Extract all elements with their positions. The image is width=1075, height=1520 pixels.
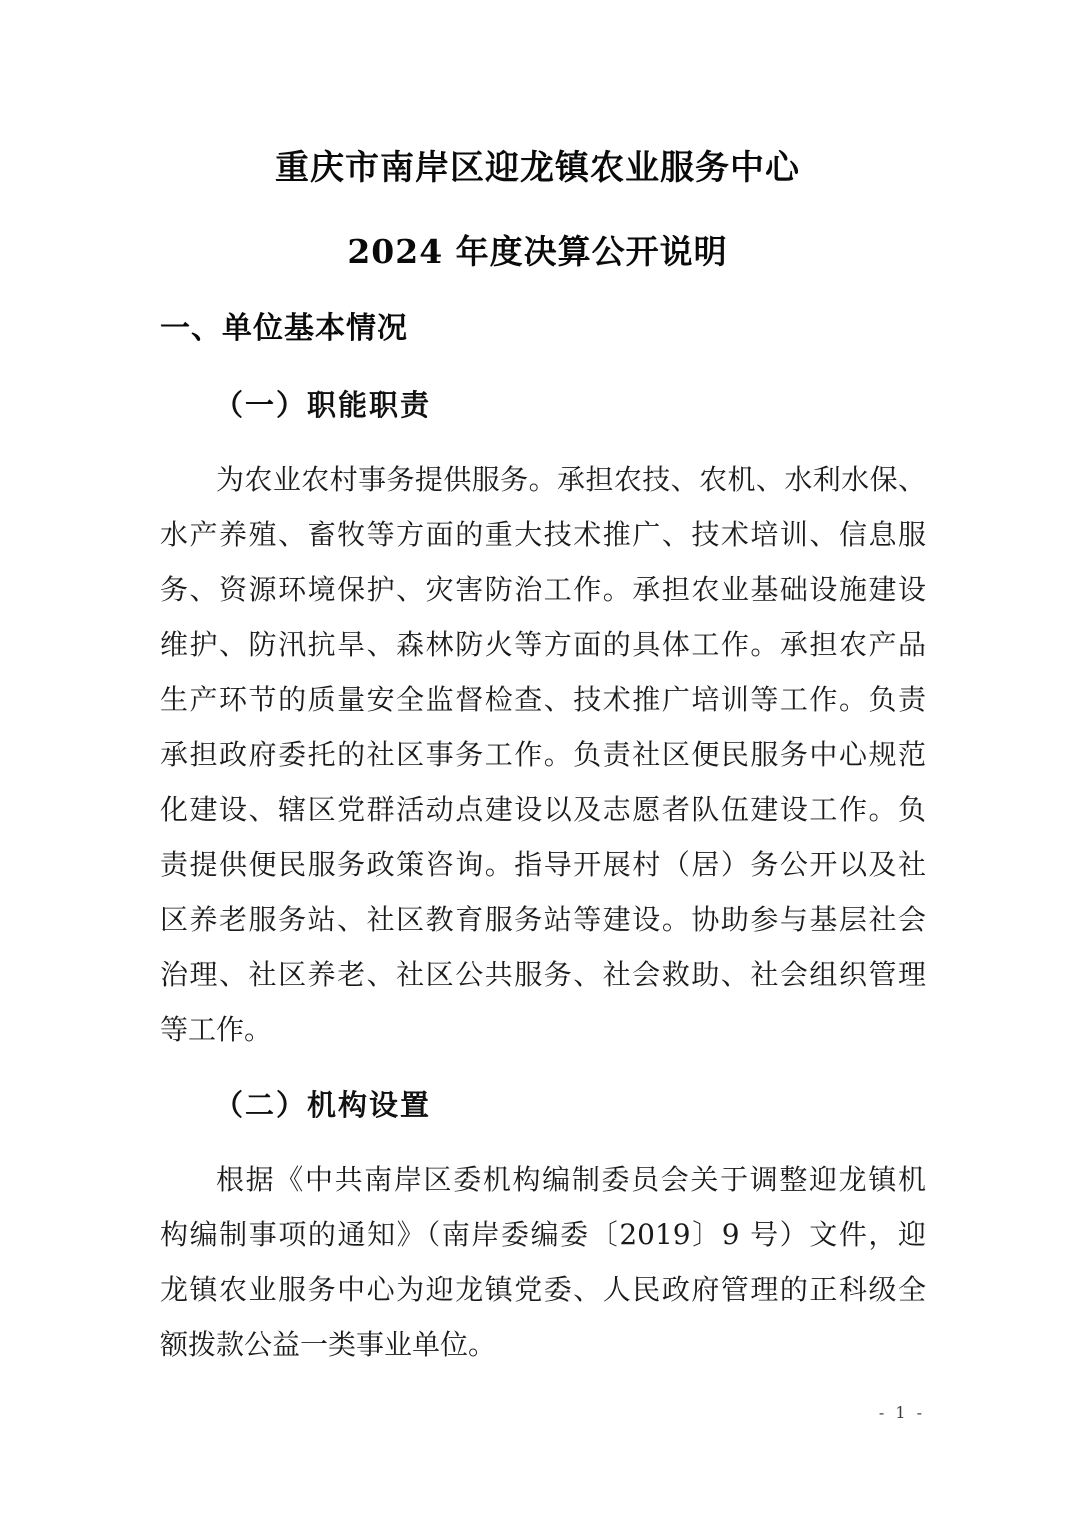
document-subtitle: 2024 年度决算公开说明 xyxy=(347,232,728,271)
body-line: 责提供便民服务政策咨询。指导开展村（居）务公开以及社 xyxy=(160,848,926,881)
body-line: 维护、防汛抗旱、森林防火等方面的具体工作。承担农产品 xyxy=(160,628,926,661)
paragraph-functions-duties xyxy=(160,452,926,1057)
body-line: 等工作。 xyxy=(160,1013,273,1046)
section-heading-basic-information: 一、单位基本情况 xyxy=(160,311,408,346)
body-line: 根据《中共南岸区委机构编制委员会关于调整迎龙镇机 xyxy=(216,1163,926,1196)
body-line: 龙镇农业服务中心为迎龙镇党委、人民政府管理的正科级全 xyxy=(160,1273,926,1306)
paragraph-organization-setup xyxy=(160,1152,926,1372)
body-line: 额拨款公益一类事业单位。 xyxy=(160,1328,497,1361)
body-line: 水产养殖、畜牧等方面的重大技术推广、技术培训、信息服 xyxy=(160,518,926,551)
document-title: 重庆市南岸区迎龙镇农业服务中心 xyxy=(275,148,800,188)
subsection-heading-functions-duties: （一）职能职责 xyxy=(214,388,432,422)
page-number: - 1 - xyxy=(878,1403,925,1422)
body-line: 构编制事项的通知》（南岸委编委〔2019〕9 号）文件，迎 xyxy=(160,1218,926,1251)
body-line: 务、资源环境保护、灾害防治工作。承担农业基础设施建设 xyxy=(160,573,926,606)
body-line: 化建设、辖区党群活动点建设以及志愿者队伍建设工作。负 xyxy=(160,793,926,826)
body-line: 治理、社区养老、社区公共服务、社会救助、社会组织管理 xyxy=(160,958,926,991)
subsection-heading-organization-setup: （二）机构设置 xyxy=(214,1088,432,1122)
body-line: 生产环节的质量安全监督检查、技术推广培训等工作。负责 xyxy=(160,683,926,716)
body-line: 为农业农村事务提供服务。承担农技、农机、水利水保、 xyxy=(216,463,926,496)
body-line: 区养老服务站、社区教育服务站等建设。协助参与基层社会 xyxy=(160,903,926,936)
body-line: 承担政府委托的社区事务工作。负责社区便民服务中心规范 xyxy=(160,738,926,771)
